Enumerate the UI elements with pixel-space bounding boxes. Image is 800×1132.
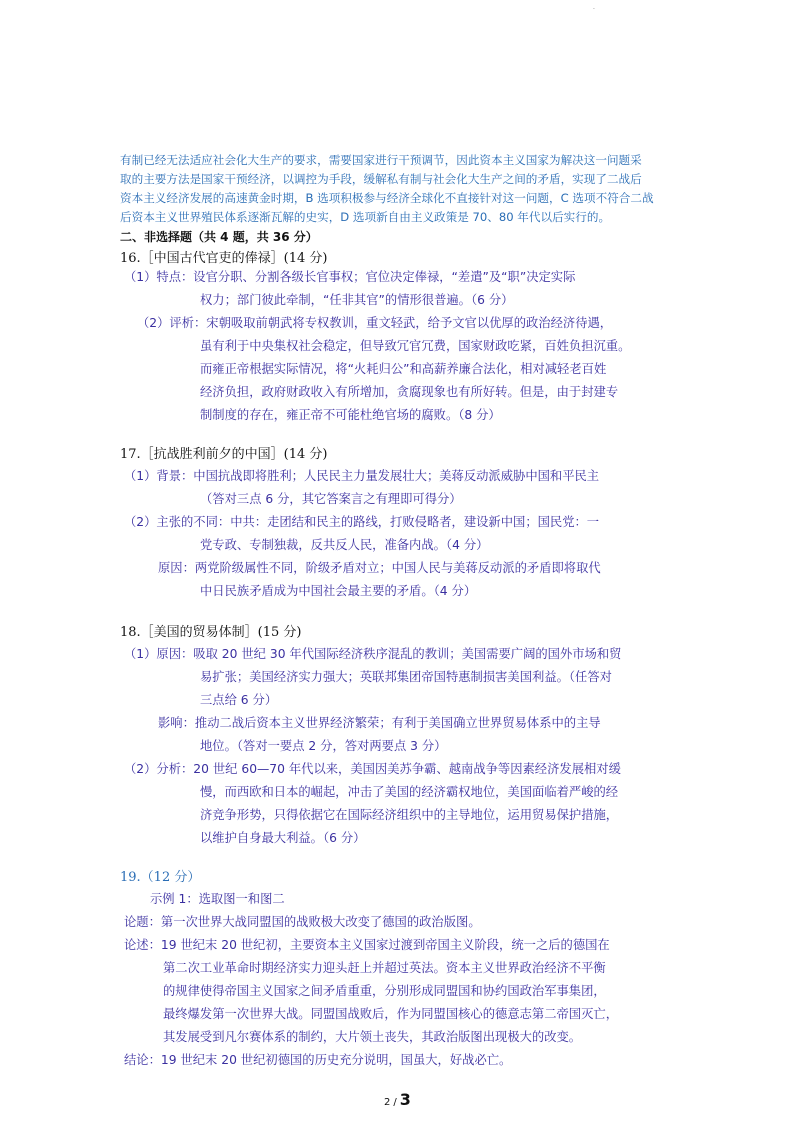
q16-line: 制制度的存在，雍正帝不可能杜绝官场的腐败。（8 分） [200,408,501,422]
page-total: 3 [399,1090,411,1109]
q18-line: 济竞争形势，只得依据它在国际经济组织中的主导地位，运用贸易保护措施， [200,808,619,822]
q17-line: 党专政、专制独裁，反共反人民，准备内战。（4 分） [200,538,489,552]
intro-line: 资本主义经济发展的高速黄金时期，B 选项积极参与经济全球化不直接针对这一问题，C 选项不符合二战 [120,191,654,205]
q16-line: 经济负担，政府财政收入有所增加，贪腐现象也有所好转。但是，由于封建专 [200,385,619,399]
q17-line: （1）背景：中国抗战即将胜利；人民民主力量发展壮大；美蒋反动派威胁中国和平民主 [124,469,600,483]
scan-speck: . [593,4,595,11]
q19-line: 第二次工业革命时期经济实力迎头赶上并超过英法。资本主义世界政治经济不平衡 [163,961,606,975]
q16-line: 虽有利于中央集权社会稳定，但导致冗官冗费，国家财政吃紧，百姓负担沉重。 [200,339,631,353]
q18-line: （1）原因：吸取 20 世纪 30 年代国际经济秩序混乱的教训；美国需要广阔的国外市场和贸 [124,647,622,661]
q18-line: 影响：推动二战后资本主义世界经济繁荣；有利于美国确立世界贸易体系中的主导 [158,716,601,730]
intro-line: 后资本主义世界殖民体系逐渐瓦解的史实，D 选项新自由主义政策是 70、80 年代以后实行的。 [120,210,611,224]
q19-line: 最终爆发第一次世界大战。同盟国战败后，作为同盟国核心的德意志第二帝国灭亡， [163,1007,618,1021]
q16-line: （1）特点：设官分职、分割各级长官事权；官位决定俸禄，“差遣”及“职”决定实际 [124,270,576,284]
q16-line: 而雍正帝根据实际情况，将“火耗归公”和高薪养廉合法化，相对减轻老百姓 [200,362,607,376]
intro-line: 有制已经无法适应社会化大生产的要求，需要国家进行干预调节，因此资本主义国家为解决这一问题采 [120,153,642,167]
q17-line: （2）主张的不同：中共：走团结和民主的路线，打败侵略者，建设新中国；国民党：一 [124,515,600,529]
q18-line: 慢，而西欧和日本的崛起，冲击了美国的经济霸权地位，美国面临着严峻的经 [200,785,619,799]
q18-line: 三点给 6 分） [200,693,278,707]
q19-line: 的规律使得帝国主义国家之间矛盾重重，分别形成同盟国和协约国政治军事集团， [163,984,606,998]
q19-line: 结论：19 世纪末 20 世纪初德国的历史充分说明，国虽大，好战必亡。 [124,1053,512,1067]
q18-title: 18.［美国的贸易体制］(15 分) [120,625,302,640]
q19-line: 论题：第一次世界大战同盟国的战败极大改变了德国的政治版图。 [124,915,481,929]
q17-line: 原因：两党阶级属性不同，阶级矛盾对立；中国人民与美蒋反动派的矛盾即将取代 [158,561,601,575]
q19-line: 示例 1：选取图一和图二 [150,892,285,906]
q19-line: 其发展受到凡尔赛体系的制约，大片领土丧失，其政治版图出现极大的改变。 [163,1030,582,1044]
section-heading: 二、非选择题（共 4 题，共 36 分） [120,230,318,244]
q19-line: 论述：19 世纪末 20 世纪初，主要资本主义国家过渡到帝国主义阶段，统一之后的德国在 [124,938,610,952]
q18-line: 以维护自身最大利益。（6 分） [200,831,366,845]
q16-title: 16.［中国古代官吏的俸禄］(14 分) [120,251,328,266]
q18-line: 地位。（答对一要点 2 分，答对两要点 3 分） [200,739,447,753]
page-indicator [384,1090,411,1109]
page-current: 2 [384,1097,391,1108]
q16-line: 权力；部门彼此牵制，“任非其官”的情形很普遍。（6 分） [200,293,514,307]
q18-line: （2）分析：20 世纪 60—70 年代以来，美国因美苏争霸、越南战争等因素经济发展相对缓 [124,762,621,776]
intro-line: 取的主要方法是国家干预经济，以调控为手段，缓解私有制与社会化大生产之间的矛盾，实现了二战后 [120,172,642,186]
q16-line: （2）评析：宋朝吸取前朝武将专权教训，重文轻武，给予文官以优厚的政治经济待遇， [137,316,613,330]
q17-line: （答对三点 6 分，其它答案言之有理即可得分） [200,492,462,506]
page-separator: / [393,1097,397,1108]
q19-title: 19.（12 分） [120,870,201,885]
q18-line: 易扩张；美国经济实力强大；英联邦集团帝国特惠制损害美国利益。（任答对 [200,670,612,684]
q17-line: 中日民族矛盾成为中国社会最主要的矛盾。（4 分） [200,584,477,598]
q17-title: 17.［抗战胜利前夕的中国］(14 分) [120,447,328,462]
